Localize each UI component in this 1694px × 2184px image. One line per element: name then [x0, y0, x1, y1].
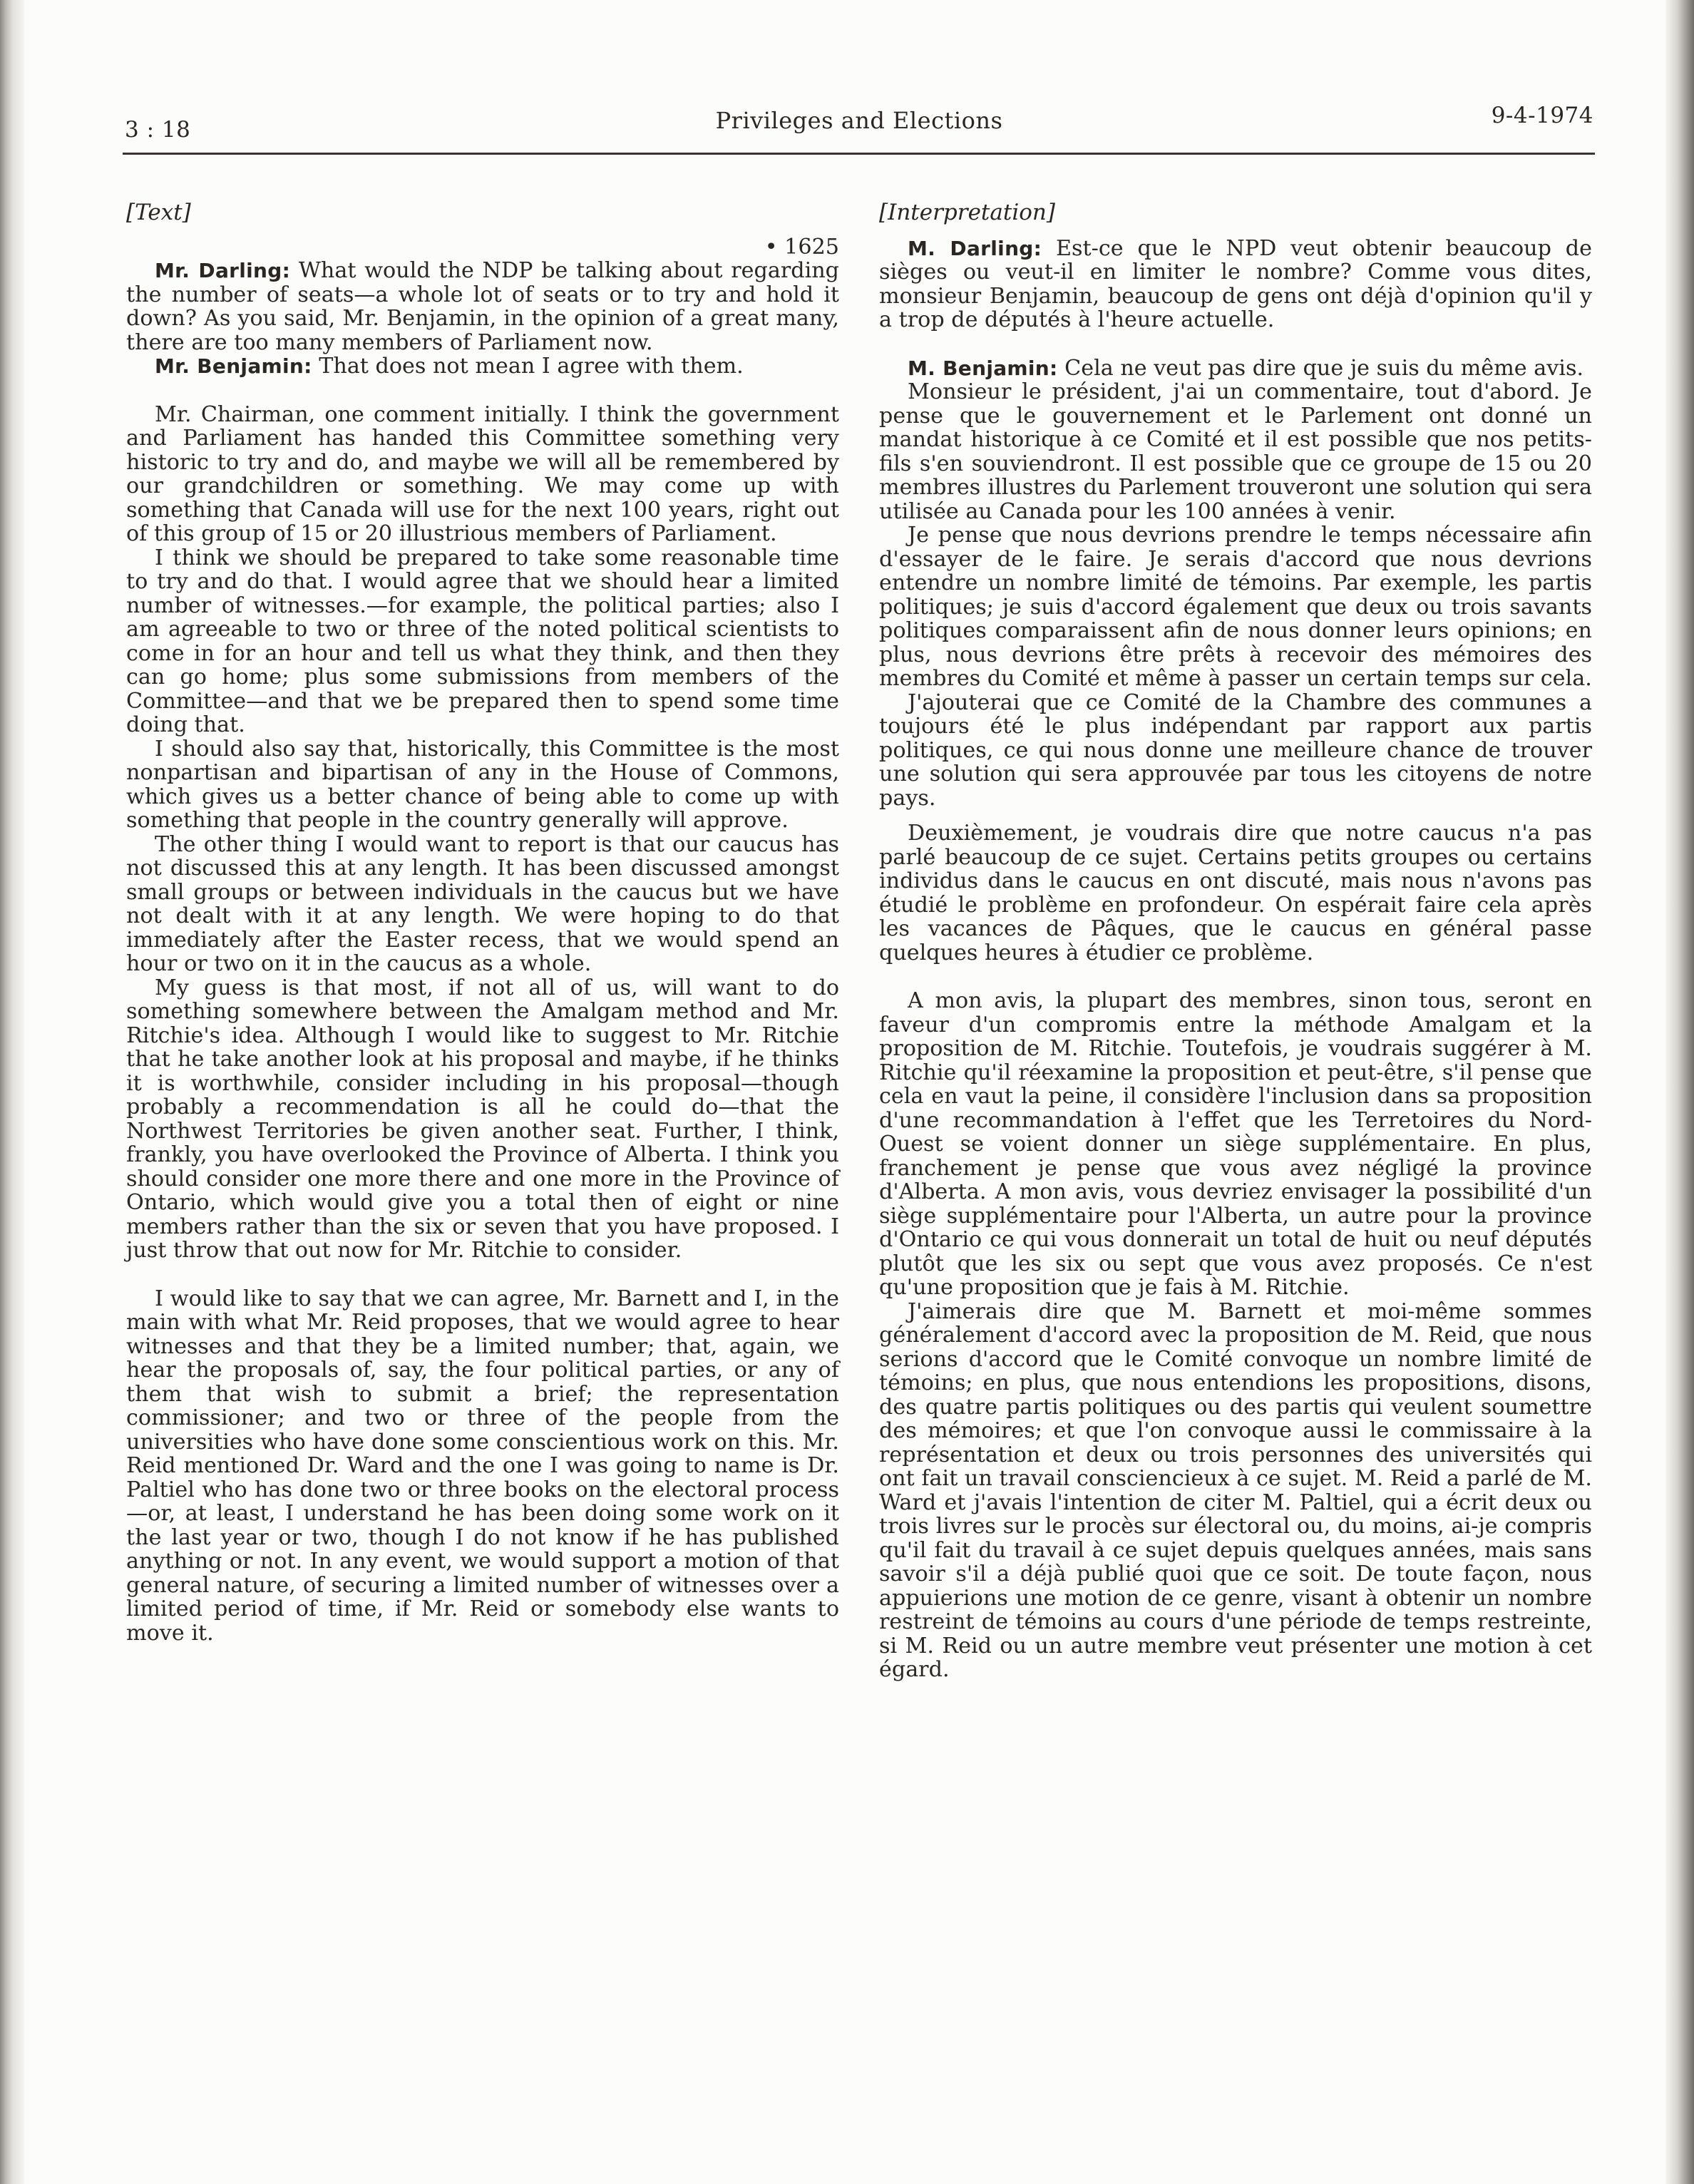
header-rule	[123, 153, 1595, 155]
paragraph-text: I would like to say that we can agree, Mr. Barnett and I, in the main with what Mr. Reid proposes, that we would agree to hear witnesses and that they be a limited number; that, again, we hear the proposals of, say, the four political parties, or any of them that wish to submit a brief; the representation commissioner; and two or three of the people from the universities who have done some conscientious work on this. Mr. Reid mentioned Dr. Ward and the one I was going to name is Dr. Paltiel who has done two or three books on the electoral process—or, at least, I understand he has been doing some work on it the last year or two, though I do not know if he has published anything or not. In any event, we would support a motion of that general nature, of securing a limited number of witnesses over a limited period of time, if Mr. Reid or somebody else wants to move it.	[126, 1286, 839, 1646]
speaker-label: Mr. Benjamin:	[155, 354, 312, 378]
french-column	[879, 201, 1592, 1682]
english-paragraph	[126, 833, 839, 976]
english-column	[126, 201, 839, 1645]
paragraph-text: Est-ce que le NPD veut obtenir beaucoup de sièges ou veut-il en limiter le nombre? Comme vous dites, monsieur Benjamin, beaucoup de gens ont déjà d'opinion qu'il y a trop de députés à l'heure actuelle.	[879, 235, 1592, 332]
paragraph-text: Deuxièmement, je voudrais dire que notre caucus n'a pas parlé beaucoup de ce sujet. Certains petits groupes ou certains individus dans le caucus en ont discuté, mais nous n'avons pas étudié le problème en profondeur. On espérait faire cela après les vacances de Pâques, que le caucus en général passe quelques heures à étudier ce problème.	[879, 821, 1592, 965]
paragraph-text: My guess is that most, if not all of us, will want to do something somewhere between the Amalgam method and Mr. Ritchie's idea. Although I would like to suggest to Mr. Ritchie that he take another look at his proposal and maybe, if he thinks it is worthwhile, consider including in his proposal—though probably a recommendation is all he could do—that the Northwest Territories be given another seat. Further, I think, frankly, you have overlooked the Province of Alberta. I think you should consider one more there and one more in the Province of Ontario, which would give you a total then of eight or nine members rather than the six or seven that you have proposed. I just throw that out now for Mr. Ritchie to consider.	[126, 975, 839, 1263]
french-paragraph	[879, 380, 1592, 523]
english-paragraph	[126, 1287, 839, 1646]
speaker-label: Mr. Darling:	[155, 259, 291, 282]
paragraph-text: That does not mean I agree with them.	[312, 354, 744, 379]
english-paragraph	[126, 737, 839, 833]
french-paragraph	[879, 821, 1592, 965]
page-date: 9-4-1974	[1491, 103, 1593, 128]
running-title: Privileges and Elections	[715, 107, 1003, 134]
french-paragraph	[879, 1300, 1592, 1682]
french-paragraph	[879, 237, 1592, 332]
time-marker: • 1625	[764, 234, 839, 260]
french-paragraph	[879, 357, 1592, 381]
speaker-label: M. Benjamin:	[908, 356, 1058, 380]
page-edge-right	[1665, 0, 1694, 2184]
french-tag: [Interpretation]	[879, 200, 1055, 225]
page-edge-left	[0, 0, 24, 2184]
english-paragraph	[126, 354, 839, 379]
paragraph-text: I think we should be prepared to take some reasonable time to try and do that. I would agree that we should hear a limited number of witnesses.—for example, the political parties; also I am agreeable to two or three of the noted political scientists to come in for an hour and tell us what they think, and then they can go home; plus some submissions from members of the Committee—and that we be prepared then to spend some time doing that.	[126, 545, 839, 737]
speaker-label: M. Darling:	[908, 236, 1042, 260]
page-header	[125, 103, 1593, 148]
english-paragraph	[126, 976, 839, 1263]
paragraph-text: Mr. Chairman, one comment initially. I think the government and Parliament has handed this Committee something very historic to try and do, and maybe we will all be remembered by our grandchildren or something. We may come up with something that Canada will use for the next 100 years, right out of this group of 15 or 20 illustrious members of Parliament.	[126, 401, 839, 546]
french-paragraph	[879, 523, 1592, 691]
paragraph-text: The other thing I would want to report is that our caucus has not discussed this at any length. It has been discussed amongst small groups or between individuals in the caucus but we have not dealt with it at any length. We were hoping to do that immediately after the Easter recess, that we would spend an hour or two on it in the caucus as a whole.	[126, 831, 839, 976]
french-paragraph	[879, 691, 1592, 811]
paragraph-text: I should also say that, historically, this Committee is the most nonpartisan and bipartisan of any in the House of Commons, which gives us a better chance of being able to come up with something that people in the country generally will approve.	[126, 736, 839, 833]
paragraph-text: A mon avis, la plupart des membres, sinon tous, seront en faveur d'un compromis entre la méthode Amalgam et la proposition de M. Ritchie. Toutefois, je voudrais suggérer à M. Ritchie qu'il réexamine la proposition et peut-être, s'il pense que cela en vaut la peine, il considère l'inclusion dans sa proposition d'une recommandation à l'effet que les Terretoires du Nord-Ouest se voient donner un siège supplémentaire. En plus, franchement je pense que vous avez négligé la province d'Alberta. A mon avis, vous devriez envisager la possibilité d'un siège supplémentaire pour l'Alberta, un autre pour la province d'Ontario ce qui vous donnerait un total de huit ou neuf députés plutôt que les six ou sept que vous avez proposés. Ce n'est qu'une proposition que je fais à M. Ritchie.	[879, 988, 1592, 1300]
page-number: 3 : 18	[125, 117, 191, 143]
french-paragraph	[879, 989, 1592, 1300]
english-paragraph	[126, 403, 839, 546]
english-paragraph	[126, 259, 839, 354]
english-paragraph	[126, 546, 839, 737]
paragraph-text: What would the NDP be talking about regarding the number of seats—a whole lot of seats or to try and hold it down? As you said, Mr. Benjamin, in the opinion of a great many, there are too many members of Parliament now.	[126, 258, 839, 355]
english-tag: [Text]	[126, 200, 191, 225]
paragraph-text: Cela ne veut pas dire que je suis du même avis.	[1057, 355, 1584, 381]
paragraph-text: Monsieur le président, j'ai un commentaire, tout d'abord. Je pense que le gouvernement et le Parlement ont donné un mandat historique à ce Comité et il est possible que nos petits-fils s'en souviendront. Il est possible que ce groupe de 15 ou 20 membres illustres du Parlement trouveront une solution qui sera utilisée au Canada pour les 100 années à venir.	[879, 379, 1592, 524]
paragraph-text: Je pense que nous devrions prendre le temps nécessaire afin d'essayer de le faire. Je serais d'accord que nous devrions entendre un nombre limité de témoins. Par exemple, les partis politiques; je suis d'accord également que deux ou trois savants politiques comparaissent afin de nous donner leurs opinions; en plus, nous devrions être prêts à recevoir des mémoires des membres du Comité et même à passer un certain temps sur cela.	[879, 523, 1592, 691]
paragraph-text: J'aimerais dire que M. Barnett et moi-même sommes généralement d'accord avec la proposition de M. Reid, que nous serions d'accord que le Comité convoque un nombre limité de témoins; en plus, que nous entendions les propositions, disons, des quatre partis politiques ou des partis qui veulent soumettre des mémoires; et que l'on convoque aussi le commissaire à la représentation et deux ou trois personnes des universités qui ont fait un travail consciencieux à ce sujet. M. Reid a parlé de M. Ward et j'avais l'intention de citer M. Paltiel, qui a écrit deux ou trois livres sur le procès sur électoral ou, du moins, ai-je compris qu'il fait du travail à ce sujet depuis quelques années, mais sans savoir s'il a déjà publié quoi que ce soit. De toute façon, nous appuierions une motion de ce genre, visant à obtenir un nombre restreint de témoins au cours d'une période de temps restreinte, si M. Reid ou un autre membre veut présenter une motion à cet égard.	[879, 1298, 1592, 1682]
paragraph-text: J'ajouterai que ce Comité de la Chambre des communes a toujours été le plus indépendant par rapport aux partis politiques, ce qui nous donne une meilleure chance de trouver une solution qui sera approuvée par tous les citoyens de notre pays.	[879, 689, 1592, 811]
